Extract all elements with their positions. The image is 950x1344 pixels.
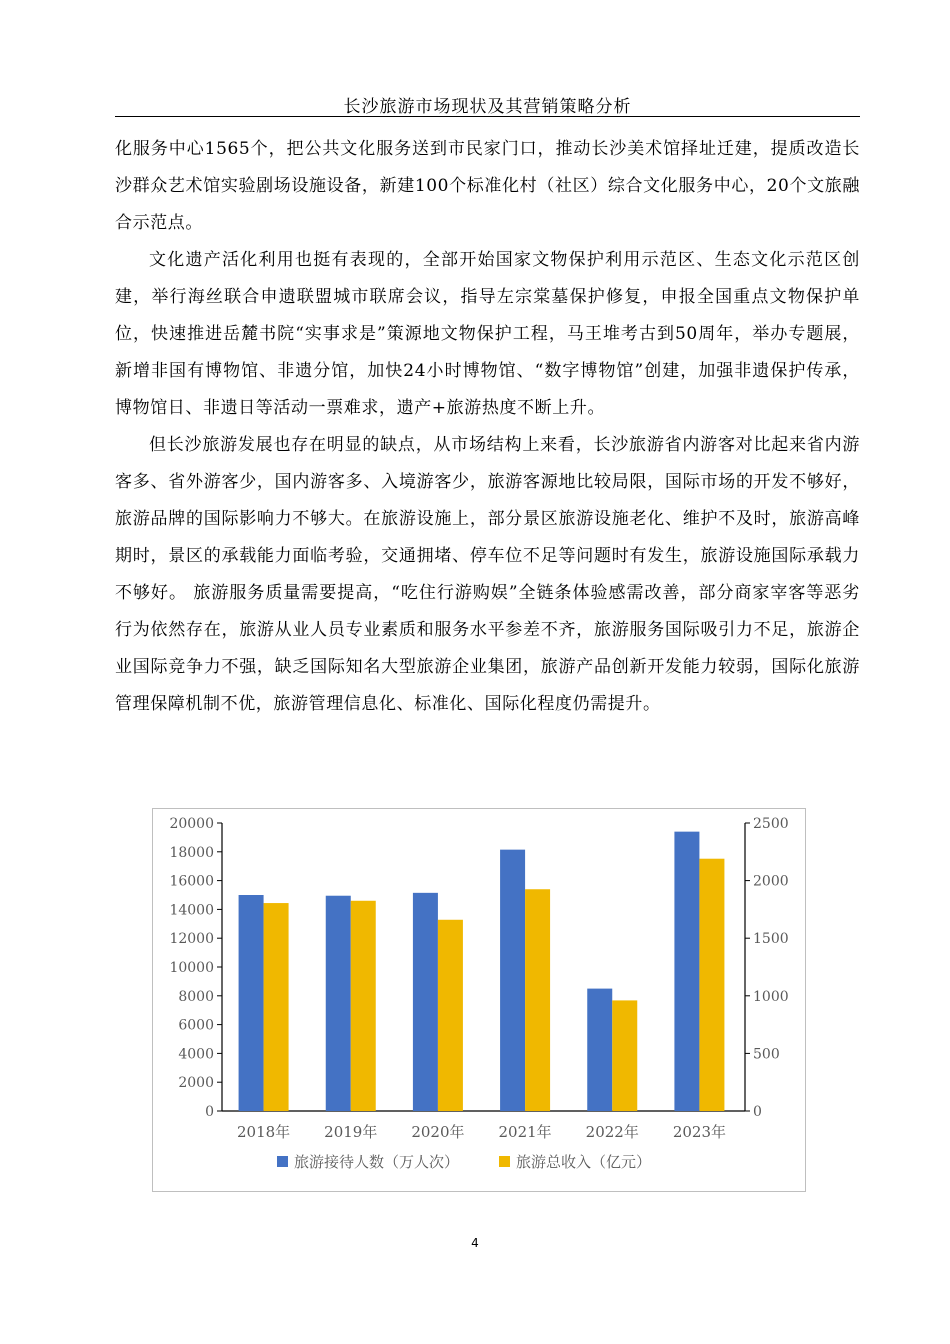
legend-label-revenue: 旅游总收入（亿元） bbox=[516, 1153, 652, 1171]
y-left-tick-label: 0 bbox=[205, 1104, 214, 1120]
bar-visitors bbox=[326, 896, 351, 1111]
legend-swatch-visitors bbox=[277, 1156, 288, 1167]
bar-visitors bbox=[239, 895, 264, 1111]
y-left-tick-label: 12000 bbox=[169, 931, 214, 948]
y-left-tick-label: 14000 bbox=[169, 902, 214, 919]
x-tick-label: 2019年 bbox=[324, 1123, 378, 1141]
bar-visitors bbox=[500, 850, 525, 1111]
x-tick-label: 2018年 bbox=[236, 1123, 291, 1141]
y-right-tick-label: 2000 bbox=[753, 873, 789, 890]
y-right-tick-label: 1500 bbox=[753, 931, 789, 948]
x-tick-label: 2022年 bbox=[585, 1123, 639, 1141]
y-right-tick-label: 2500 bbox=[753, 816, 789, 832]
y-left-tick-label: 6000 bbox=[178, 1017, 214, 1034]
tourism-chart bbox=[152, 808, 806, 1192]
y-left-tick-label: 18000 bbox=[169, 844, 214, 861]
header-divider bbox=[115, 116, 860, 117]
y-right-tick-label: 1000 bbox=[753, 988, 789, 1005]
y-left-tick-label: 20000 bbox=[169, 816, 214, 832]
bar-revenue bbox=[525, 889, 550, 1111]
y-right-tick-label: 0 bbox=[753, 1104, 762, 1120]
bar-revenue bbox=[699, 859, 724, 1111]
bar-revenue bbox=[612, 1000, 637, 1111]
page-number: 4 bbox=[471, 1236, 479, 1250]
bar-visitors bbox=[674, 832, 699, 1111]
body-text bbox=[115, 131, 860, 723]
x-tick-label: 2021年 bbox=[498, 1123, 552, 1141]
bar-revenue bbox=[438, 920, 463, 1111]
y-left-tick-label: 4000 bbox=[178, 1046, 214, 1063]
bar-visitors bbox=[587, 989, 612, 1111]
bar-visitors bbox=[413, 893, 438, 1111]
x-tick-label: 2023年 bbox=[672, 1123, 727, 1141]
legend-label-visitors: 旅游接待人数（万人次） bbox=[294, 1153, 460, 1171]
paragraph-continuation: 化服务中心1565个，把公共文化服务送到市民家门口，推动长沙美术馆择址迁建，提质改造长沙群众艺术馆实验剧场设施设备，新建100个标准化村（社区）综合文化服务中心，20个文旅融合示范点。 bbox=[115, 139, 860, 233]
y-left-tick-label: 2000 bbox=[178, 1075, 214, 1092]
paragraph-heritage: 文化遗产活化利用也挺有表现的，全部开始国家文物保护利用示范区、生态文化示范区创建，举行海丝联合申遗联盟城市联席会议，指导左宗棠墓保护修复，申报全国重点文物保护单位，快速推进岳麓书院“实事求是”策源地文物保护工程，马王堆考古到50周年，举办专题展，新增非国有博物馆、非遗分馆，加快24小时博物馆、“数字博物馆”创建，加强非遗保护传承，博物馆日、非遗日等活动一票难求，遗产+旅游热度不断上升。 bbox=[115, 250, 860, 418]
x-tick-label: 2020年 bbox=[411, 1123, 465, 1141]
y-left-tick-label: 10000 bbox=[169, 960, 214, 976]
y-left-tick-label: 16000 bbox=[169, 873, 214, 890]
bar-revenue bbox=[264, 903, 289, 1111]
bar-revenue bbox=[351, 901, 376, 1111]
legend-swatch-revenue bbox=[499, 1156, 510, 1167]
running-header-title: 长沙旅游市场现状及其营销策略分析 bbox=[343, 97, 632, 117]
y-right-tick-label: 500 bbox=[753, 1046, 780, 1063]
y-left-tick-label: 8000 bbox=[178, 988, 214, 1005]
paragraph-shortcomings: 但长沙旅游发展也存在明显的缺点，从市场结构上来看，长沙旅游省内游客对比起来省内游客多、省外游客少，国内游客多、入境游客少，旅游客源地比较局限，国际市场的开发不够好，旅游品牌的国际影响力不够大。在旅游设施上，部分景区旅游设施老化、维护不及时，旅游高峰期时，景区的承载能力面临考验，交通拥堵、停车位不足等问题时有发生，旅游设施国际承载力不够好。 旅游服务质量需要提高，“吃住行游购娱”全链条体验感需改善，部分商家宰客等恶劣行为依然存在，旅游从业人员专业素质和服务水平参差不齐，旅游服务国际吸引力不足，旅游企业国际竞争力不强，缺乏国际知名大型旅游企业集团，旅游产品创新开发能力较弱，国际化旅游管理保障机制不优，旅游管理信息化、标准化、国际化程度仍需提升。 bbox=[115, 435, 860, 714]
chart-canvas bbox=[153, 809, 807, 1193]
